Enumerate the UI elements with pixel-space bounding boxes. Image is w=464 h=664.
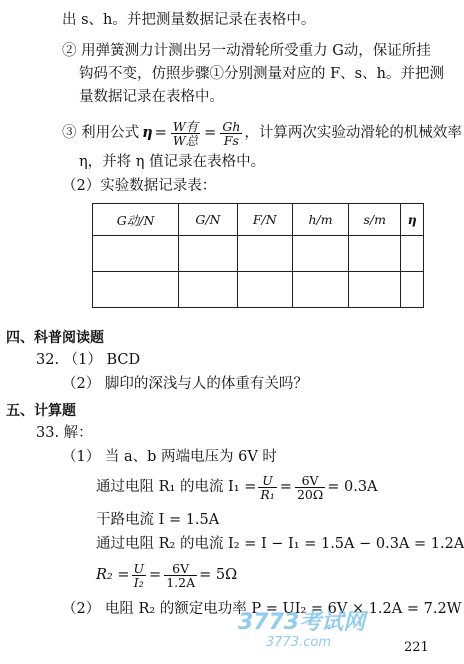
table-header-cell: η xyxy=(401,204,424,236)
equals-sign-2: = xyxy=(204,125,217,141)
frac-numerator: U xyxy=(133,560,145,576)
data-record-table xyxy=(92,203,424,308)
table-cell xyxy=(401,272,424,308)
table-header-cell: h/m xyxy=(292,204,348,236)
frac2-denominator: Fs xyxy=(223,132,239,148)
q33-part2-power: （2） 电阻 R₂ 的额定电功率 P = UI₂ = 6V × 1.2A = 7.2W xyxy=(62,601,462,617)
table-header-cell: G/N xyxy=(179,204,237,236)
step3-line2: η，并将 η 值记录在表格中。 xyxy=(79,154,266,170)
frac-denominator: 20Ω xyxy=(296,486,324,502)
frac1-denominator: W总 xyxy=(172,132,199,148)
frac-numerator: 6V xyxy=(164,562,197,576)
frac1-numerator: W有 xyxy=(172,118,199,134)
table-cell xyxy=(93,236,179,272)
frac-numerator: U xyxy=(258,474,276,488)
table-cell xyxy=(292,272,348,308)
watermark-logo-text: 3773考试网 xyxy=(238,610,366,635)
calc-r2-result: = 5Ω xyxy=(199,567,238,583)
gh-over-fs-fraction xyxy=(220,120,242,147)
frac-numerator: 6V xyxy=(295,474,325,488)
table-cell xyxy=(292,236,348,272)
table-cell xyxy=(237,272,292,308)
table-cell xyxy=(93,272,179,308)
calc-i1-line: 通过电阻 R₁ 的电流 I₁ = $\frac{U}{\text{R₁}}$ = $\frac{6V}{20\Omega}$ = 0.3A xyxy=(96,472,378,502)
table-header-cell: s/m xyxy=(349,204,401,236)
frac-denominator: 1.2A xyxy=(166,574,196,590)
frac-denominator: R₁ xyxy=(260,486,275,502)
frac2-numerator: Gh xyxy=(222,118,241,134)
step3-formula-line xyxy=(62,118,462,148)
step1-tail: 出 s、h。并把测量数据记录在表格中。 xyxy=(62,12,316,28)
page-number: 221 xyxy=(404,640,429,655)
table-header-cell: G动/N xyxy=(93,204,179,236)
table-header-cell: F/N xyxy=(237,204,292,236)
calc-i1-result: = 0.3A xyxy=(327,479,378,495)
u-over-r1-fraction xyxy=(258,474,276,501)
calc-r2-prefix: R₂ = xyxy=(96,567,130,583)
table-row xyxy=(93,236,424,272)
q33-label: 33. 解： xyxy=(36,425,93,441)
calc-i2: 通过电阻 R₂ 的电流 I₂ = I − I₁ = 1.5A − 0.3A = 1.2A xyxy=(96,536,464,552)
table-header-row xyxy=(93,204,424,236)
q33-part1-condition: （1） 当 a、b 两端电压为 6V 时 xyxy=(62,449,277,465)
table-cell xyxy=(401,236,424,272)
calc-i1-prefix: 通过电阻 R₁ 的电流 I₁ = xyxy=(96,479,257,495)
site-watermark xyxy=(238,610,388,658)
step3-tail: ，计算两次实验动滑轮的机械效率 xyxy=(244,125,462,141)
six-volt-over-current-fraction xyxy=(164,562,197,589)
useful-over-total-work-fraction xyxy=(171,120,200,147)
step3-lead: ③ 利用公式 xyxy=(62,125,140,141)
calc-main-current: 干路电流 I = 1.5A xyxy=(96,512,220,528)
eta-symbol: η xyxy=(142,124,153,141)
calc-r2-line: R₂ = $\frac{U}{\text{I₂}}$ = $\frac{6V}{1.2A}$ = 5Ω xyxy=(96,560,238,590)
q32-answer-2: （2） 脚印的深浅与人的体重有关吗？ xyxy=(62,376,308,392)
q32-answer-1: 32. （1） BCD xyxy=(36,352,141,368)
table-cell xyxy=(349,272,401,308)
step2-line3: 量数据记录在表格中。 xyxy=(79,89,224,105)
table-cell xyxy=(179,236,237,272)
u-over-i2-fraction xyxy=(132,562,147,589)
section-heading-reading: 四、科普阅读题 xyxy=(6,330,104,346)
table-cell xyxy=(349,236,401,272)
table-cell xyxy=(237,236,292,272)
frac-denominator: I₂ xyxy=(133,574,144,590)
equals-sign: = xyxy=(154,125,167,141)
part2-label: （2）实验数据记录表： xyxy=(62,178,217,194)
step2-line1: ② 用弹簧测力计测出另一动滑轮所受重力 G动，保证所挂 xyxy=(62,43,431,59)
section-heading-calculation: 五、计算题 xyxy=(6,403,76,419)
table-row xyxy=(93,272,424,308)
table-cell xyxy=(179,272,237,308)
six-volt-over-twenty-ohm-fraction xyxy=(295,474,325,501)
watermark-url: 3773.com xyxy=(266,635,331,650)
step2-line2: 钩码不变，仿照步骤①分别测量对应的 F、s、h。并把测 xyxy=(79,66,444,82)
